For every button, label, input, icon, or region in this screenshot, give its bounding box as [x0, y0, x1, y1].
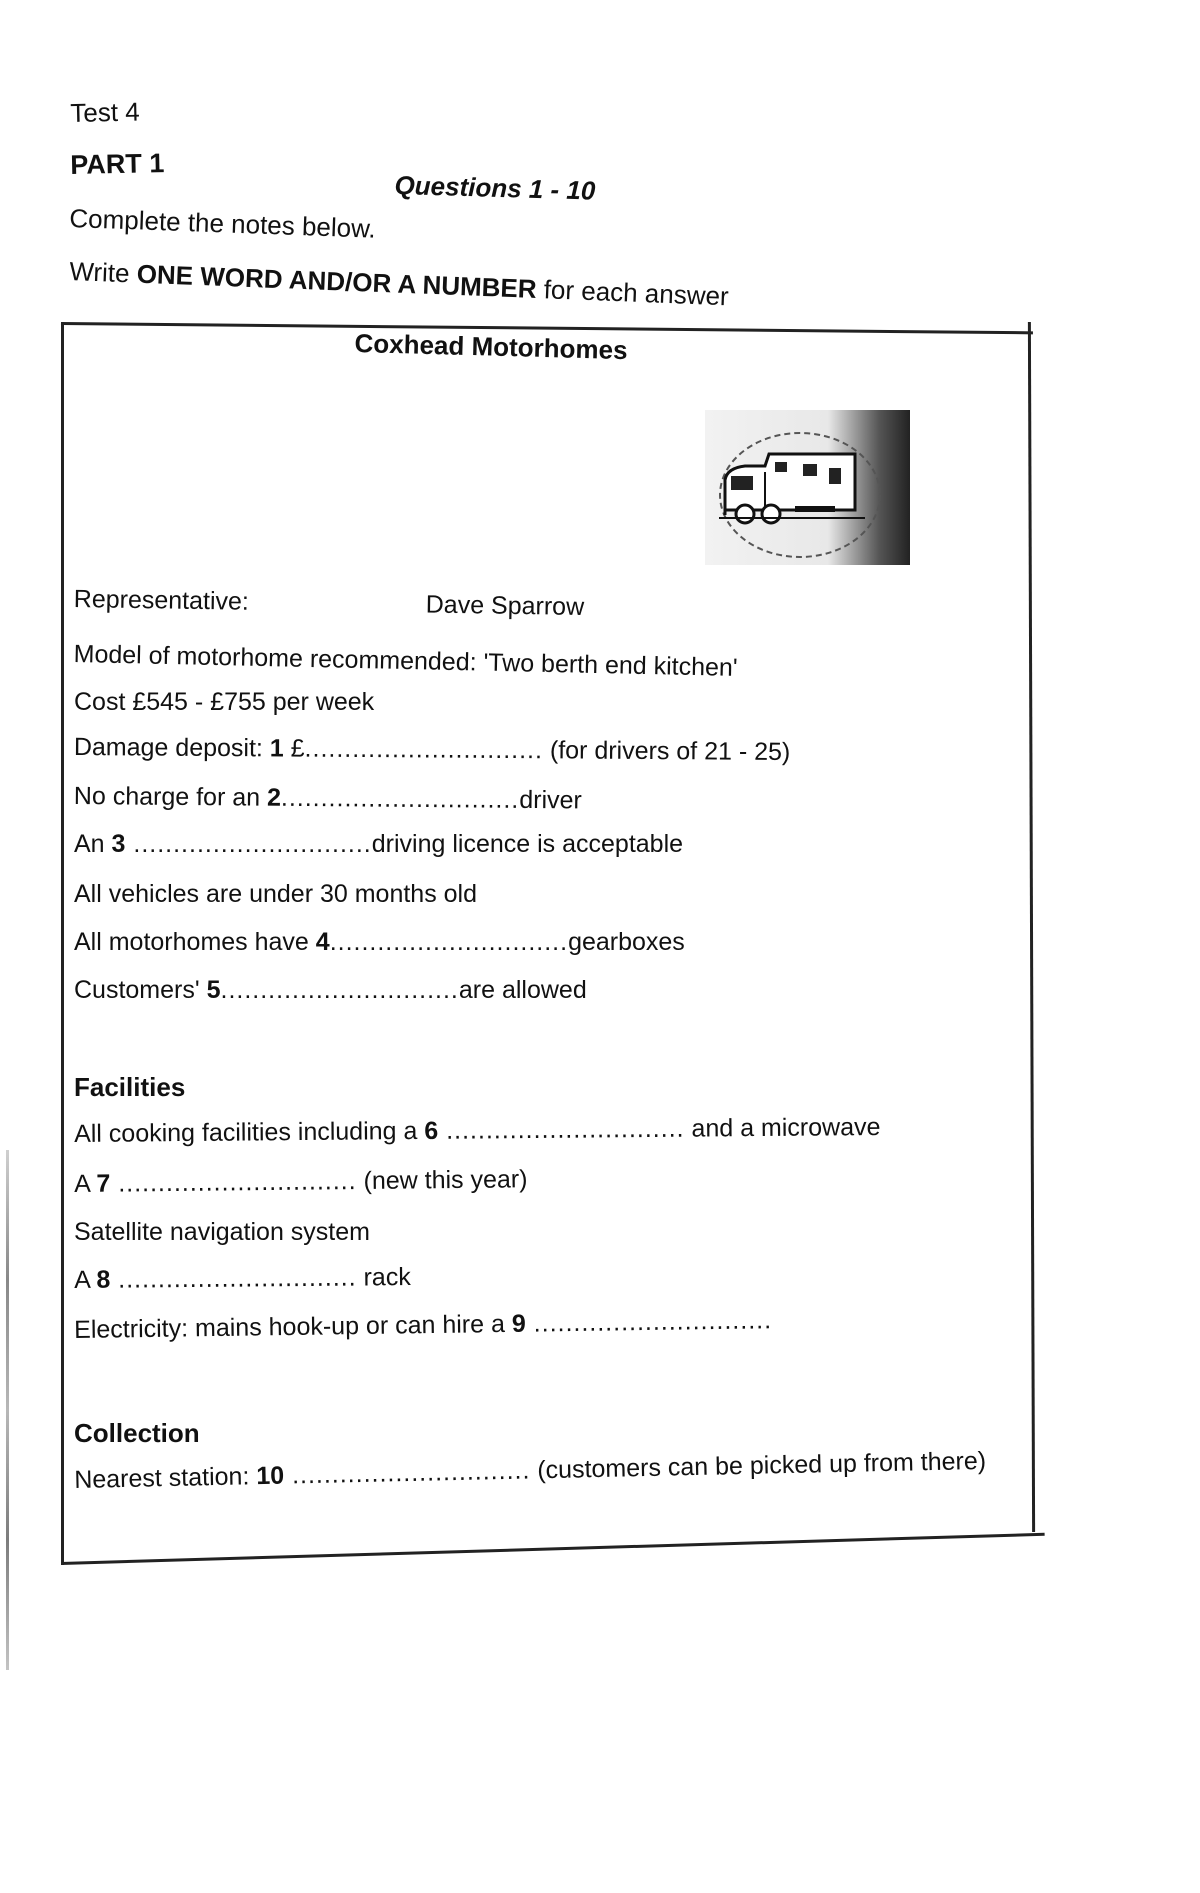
- q5-number: 5: [206, 976, 221, 1004]
- instruction-bold: ONE WORD AND/OR A NUMBER: [136, 258, 538, 304]
- q8-prefix: A: [74, 1265, 97, 1294]
- q9-answer-blank[interactable]: ..............................: [525, 1306, 773, 1338]
- q4-number: 4: [315, 928, 330, 956]
- question-10-row: [74, 1447, 986, 1495]
- q2-answer-blank[interactable]: ..............................: [280, 783, 520, 814]
- q4-answer-blank[interactable]: ..............................: [329, 928, 569, 956]
- instruction-suffix: for each answer: [536, 273, 730, 312]
- q7-suffix: (new this year): [356, 1165, 528, 1196]
- q1-pound: £: [283, 734, 305, 763]
- question-2-row: [74, 782, 582, 815]
- scan-margin-mark: [6, 1150, 9, 1670]
- question-6-row: [74, 1113, 881, 1149]
- q3-prefix: An: [74, 830, 112, 858]
- q2-number: 2: [266, 783, 282, 812]
- part-label: PART 1: [70, 148, 165, 180]
- q10-suffix: (customers can be picked up from there): [530, 1446, 987, 1485]
- representative-value: Dave Sparrow: [425, 590, 585, 622]
- q5-prefix: Customers': [74, 976, 207, 1004]
- q1-prefix: Damage deposit:: [73, 733, 270, 763]
- notes-box-bottom-border: [61, 1533, 1045, 1565]
- question-5-row: [74, 976, 587, 1005]
- q3-suffix: driving licence is acceptable: [371, 830, 684, 858]
- facilities-heading: Facilities: [74, 1072, 186, 1102]
- question-3-row: [74, 830, 683, 859]
- q10-prefix: Nearest station:: [74, 1462, 257, 1494]
- q6-prefix: All cooking facilities including a: [74, 1116, 425, 1148]
- q3-number: 3: [111, 830, 126, 858]
- model-row: Model of motorhome recommended: 'Two berth end kitchen': [73, 640, 738, 682]
- q5-suffix: are allowed: [458, 976, 587, 1004]
- q8-answer-blank[interactable]: ..............................: [110, 1263, 357, 1294]
- instruction-word-limit: [69, 256, 729, 312]
- question-9-row: [74, 1306, 772, 1345]
- q9-prefix: Electricity: mains hook-up or can hire a: [74, 1309, 513, 1344]
- q7-answer-blank[interactable]: ..............................: [110, 1167, 357, 1198]
- q1-suffix: (for drivers of 21 - 25): [542, 736, 791, 767]
- question-8-row: [74, 1263, 411, 1295]
- q4-suffix: gearboxes: [568, 928, 685, 956]
- test-label: Test 4: [70, 96, 140, 128]
- q4-prefix: All motorhomes have: [74, 928, 316, 956]
- collection-heading: Collection: [74, 1418, 200, 1448]
- q8-suffix: rack: [356, 1263, 411, 1292]
- question-1-row: [74, 733, 791, 767]
- q6-suffix: and a microwave: [684, 1112, 881, 1143]
- q9-number: 9: [511, 1309, 526, 1338]
- motorhome-icon: [705, 410, 910, 565]
- q3-answer-blank[interactable]: ..............................: [125, 830, 372, 858]
- q8-number: 8: [96, 1265, 111, 1294]
- question-4-row: [74, 928, 685, 957]
- q7-number: 7: [96, 1169, 111, 1198]
- q6-answer-blank[interactable]: ..............................: [438, 1114, 685, 1145]
- notes-box-left-border: [61, 322, 64, 1565]
- q10-number: 10: [255, 1461, 285, 1491]
- vehicles-age-row: All vehicles are under 30 months old: [74, 880, 478, 908]
- q2-suffix: driver: [519, 785, 582, 815]
- q2-prefix: No charge for an: [73, 782, 268, 812]
- representative-label: Representative:: [73, 585, 250, 616]
- instruction-complete-notes: Complete the notes below.: [68, 203, 377, 244]
- notes-title: Coxhead Motorhomes: [354, 328, 628, 366]
- q1-answer-blank[interactable]: ..............................: [304, 734, 544, 765]
- q10-answer-blank[interactable]: ..............................: [283, 1456, 531, 1490]
- questions-label: Questions 1 - 10: [394, 170, 596, 206]
- cost-row: Cost £545 - £755 per week: [74, 688, 375, 716]
- satnav-row: Satellite navigation system: [74, 1218, 370, 1246]
- notes-box-right-border: [1028, 322, 1035, 1532]
- instruction-prefix: Write: [68, 256, 138, 289]
- q1-number: 1: [269, 734, 284, 763]
- question-7-row: [74, 1165, 528, 1199]
- representative-row: [74, 585, 585, 622]
- q7-prefix: A: [74, 1169, 97, 1198]
- q6-number: 6: [424, 1116, 439, 1145]
- q5-answer-blank[interactable]: ..............................: [220, 976, 459, 1004]
